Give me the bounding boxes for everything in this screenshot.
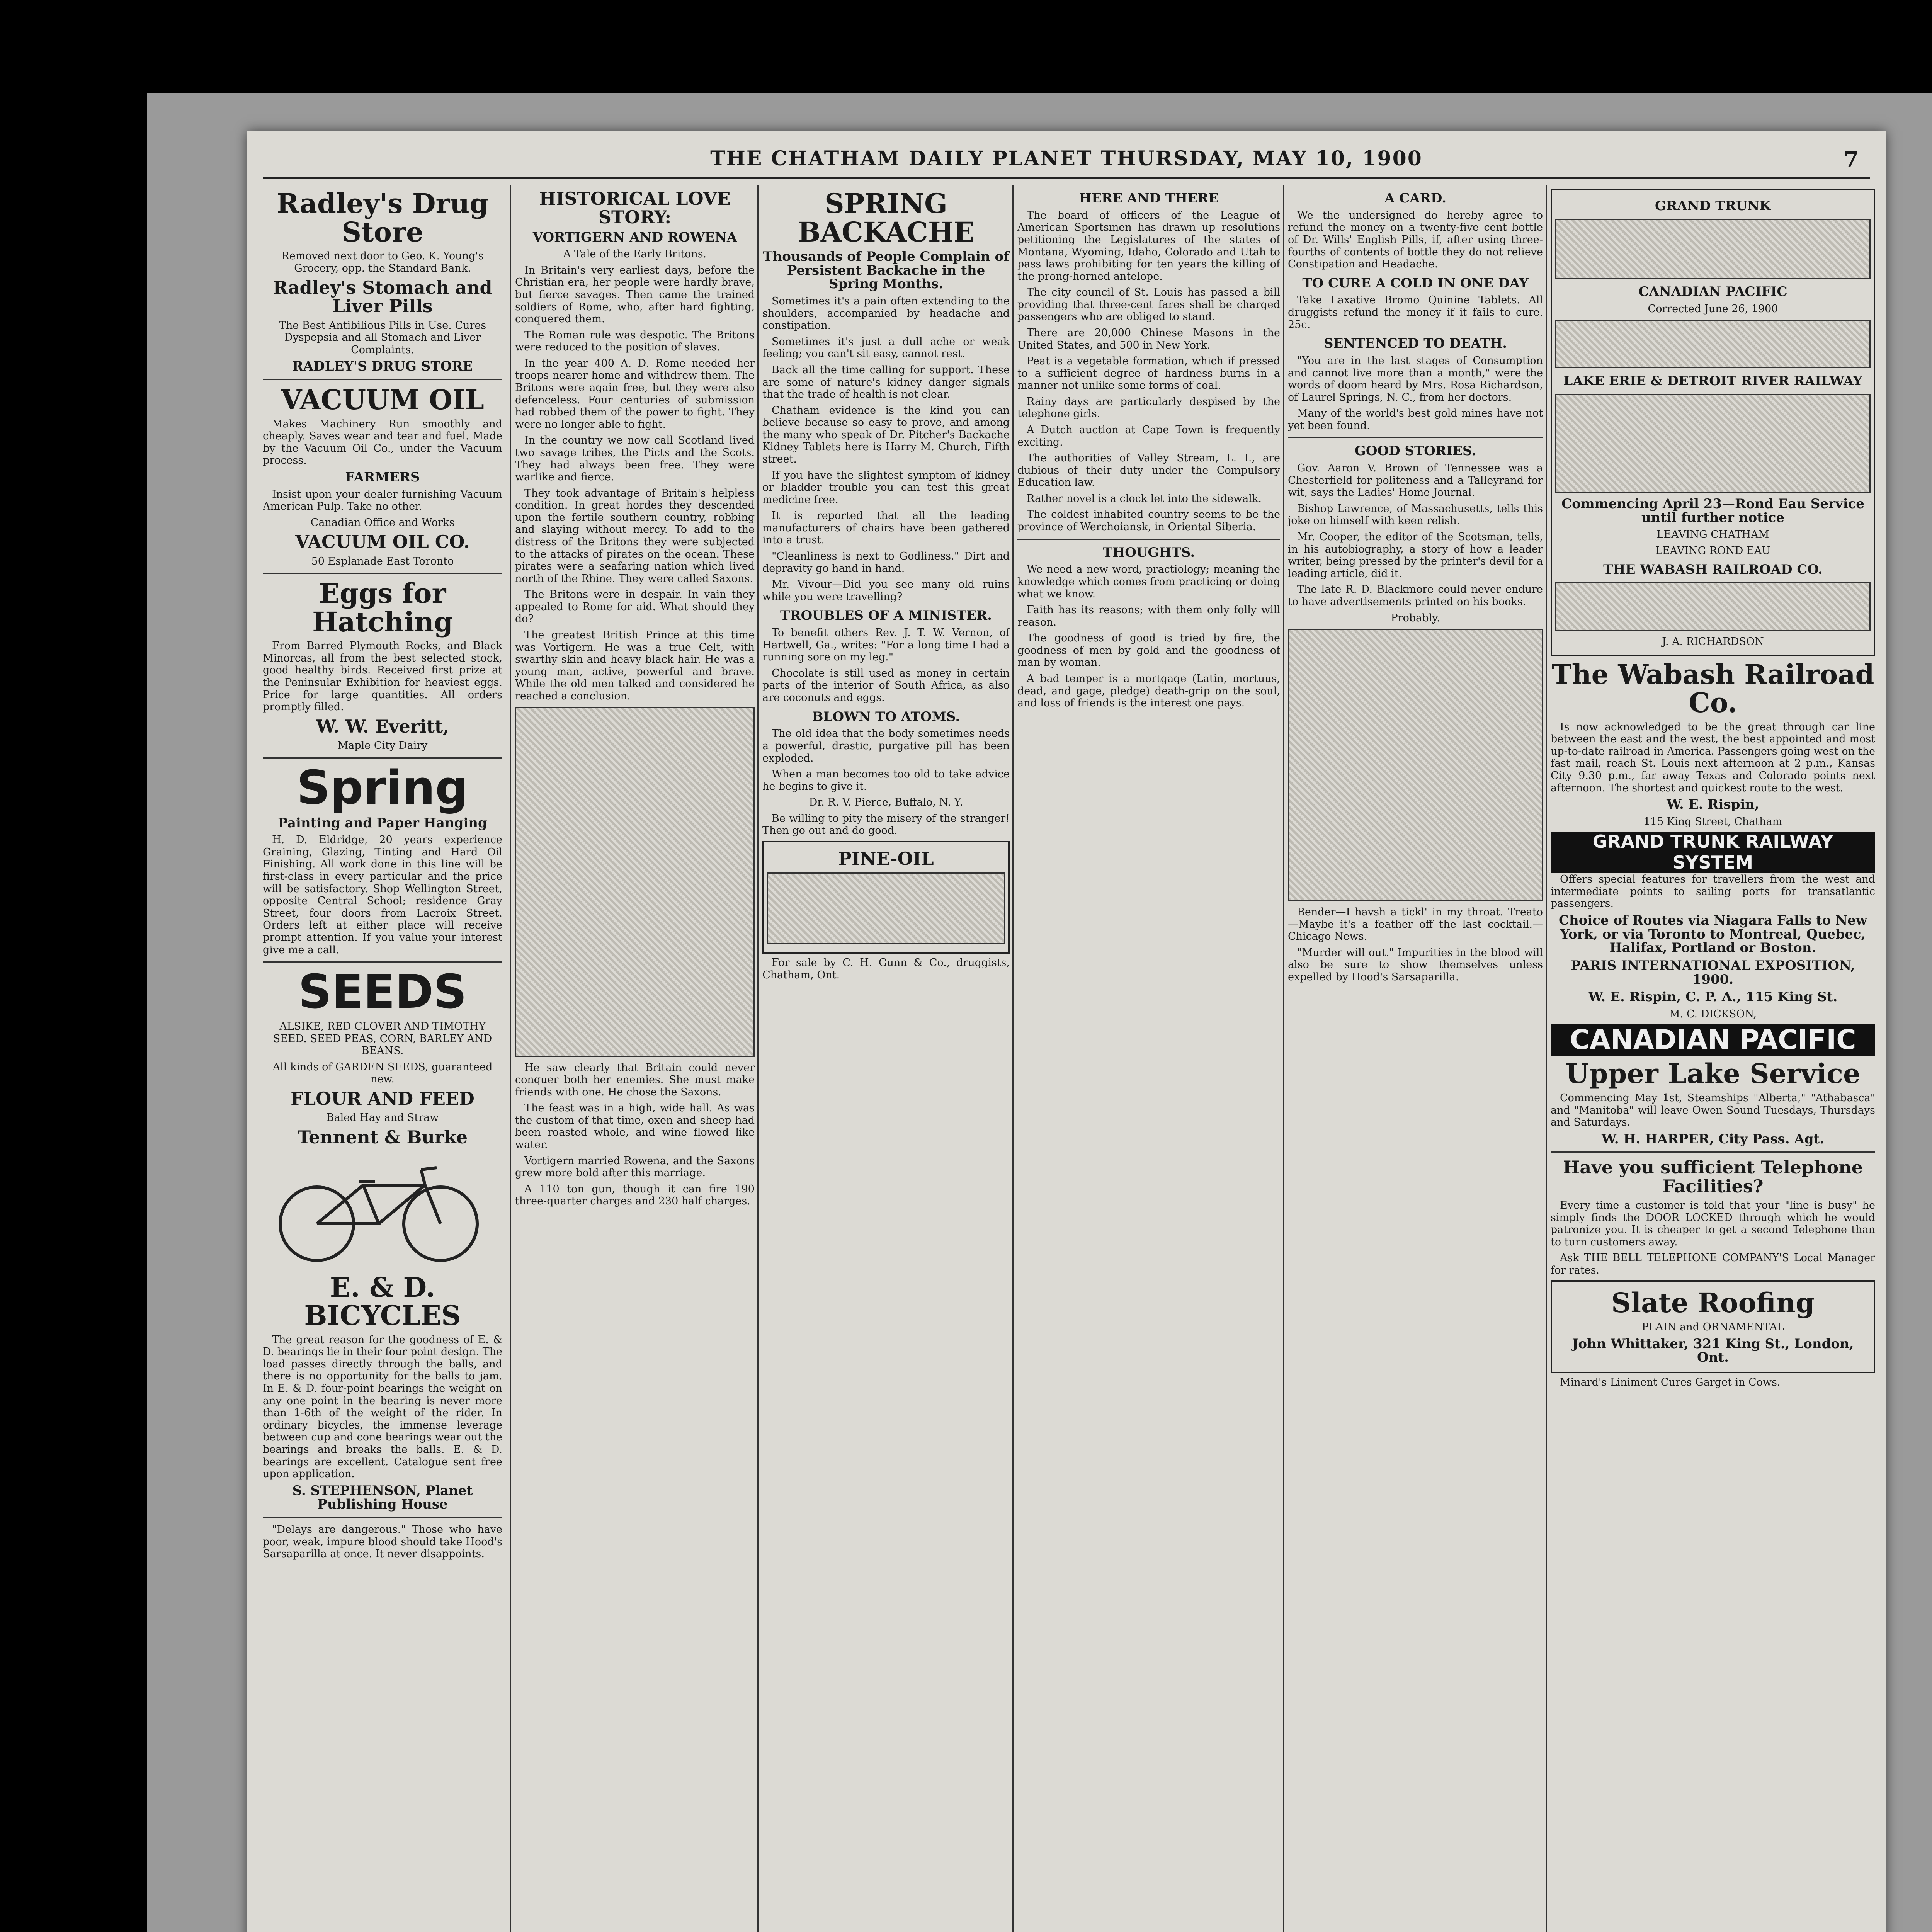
le-timetable-table <box>1555 394 1871 493</box>
farmers-heading: FARMERS <box>345 469 420 485</box>
stories-heading: GOOD STORIES. <box>1354 443 1476 459</box>
rispin-address: 115 King Street, Chatham <box>1643 815 1782 828</box>
death-heading: SENTENCED TO DEATH. <box>1323 336 1507 352</box>
oil-title: VACUUM OIL <box>281 384 484 416</box>
oil-body: Makes Machinery Run smoothly and cheaply. Saves wear and tear and fuel. Made by the Vacuum Oil Co., under the Vacuum process. <box>263 418 502 467</box>
news-paragraph: The city council of St. Louis has passed a bill providing that three-cent fares shall be charged passengers who are obliged to stand. <box>1017 286 1280 323</box>
spring-sub: Painting and Paper Hanging <box>278 815 487 831</box>
eggs-title: Eggs for Hatching <box>312 577 453 638</box>
pierce-line: Dr. R. V. Pierce, Buffalo, N. Y. <box>809 796 963 809</box>
backache-title: SPRING BACKACHE <box>798 187 975 248</box>
slate-ad <box>1551 1280 1875 1373</box>
richardson: J. A. RICHARDSON <box>1662 636 1764 648</box>
everitt-name: W. W. Everitt, <box>316 716 449 737</box>
bicycles-title: E. & D. BICYCLES <box>304 1271 461 1332</box>
story-paragraph: Vortigern married Rowena, and the Saxons grew more bold after this marriage. <box>515 1155 755 1179</box>
story-paragraph: They took advantage of Britain's helpless condition. In great hordes they descended upon the fertile southern country, robbing and slaying without mercy. To add to the distress of the Britons they were subjected to the attacks of pirates on the ocean. These pirates were a seafaring nation which lived north of the Rhine. They were called Saxons. <box>515 487 755 585</box>
flour-title: FLOUR AND FEED <box>291 1088 474 1109</box>
story-item: The late R. D. Blackmore could never endure to have advertisements printed on his books. <box>1288 583 1543 608</box>
pine-oil-ad <box>762 841 1010 954</box>
article-paragraph: Sometimes it's just a dull ache or weak feeling; you can't sit easy, cannot rest. <box>762 335 1010 360</box>
divider <box>1017 539 1280 540</box>
radley-title: Radley's Drug Store <box>276 187 489 248</box>
gt-body: Offers special features for travellers from the west and intermediate points to sailing ports for transatlantic passengers. <box>1551 873 1875 910</box>
column-3 <box>757 185 1010 1932</box>
article-paragraph: If you have the slightest symptom of kidney or bladder trouble you can test this great medicine free. <box>762 469 1010 506</box>
bicycle-illustration <box>263 1150 495 1266</box>
seeds-body: ALSIKE, RED CLOVER AND TIMOTHY SEED. SEED PEAS, CORN, BARLEY AND BEANS. <box>273 1020 492 1057</box>
gold-mines: Many of the world's best gold mines have not yet been found. <box>1288 407 1543 432</box>
story-item: Mr. Cooper, the editor of the Scotsman, tells, in his autobiography, a story of how a leader writer, being pressed by the printer's devil for a leading article, did it. <box>1288 531 1543 580</box>
here-there-heading: HERE AND THERE <box>1079 190 1219 206</box>
news-paragraph: The authorities of Valley Stream, L. I., are dubious of their duty under the Compulsory Education law. <box>1017 452 1280 489</box>
tennent-burke: Tennent & Burke <box>297 1126 468 1148</box>
article-paragraph: Mr. Vivour—Did you see many old ruins while you were travelling? <box>762 578 1010 603</box>
article-paragraph: Back all the time calling for support. These are some of nature's kidney danger signals that the trade of health is not clear. <box>762 364 1010 401</box>
story-paragraph: In the year 400 A. D. Rome needed her troops nearer home and withdrew them. The Britons were again free, but they were also defenceless. Four centuries of submission had robbed them of the power to fight. They were no longer able to fight. <box>515 357 755 430</box>
harper: W. H. HARPER, City Pass. Agt. <box>1601 1131 1825 1147</box>
article-paragraph: Chatham evidence is the kind you can believe because so easy to prove, and among the many who speak of Dr. Pitcher's Backache Kidney Tablets here is Harry M. Church, Fifth street. <box>762 404 1010 465</box>
cartoon-text: Bender—I havsh a tickl' in my throat. Treato—Maybe it's a feather off the last cocktail.—Chicago News. <box>1288 906 1543 943</box>
love-story-title: HISTORICAL LOVE STORY: <box>539 188 731 228</box>
death-body: "You are in the last stages of Consumption and cannot live more than a month," were the words of doom heard by Mrs. Rosa Richardson, of Laurel Springs, N. C., from her doctors. <box>1288 354 1543 403</box>
column-1 <box>263 185 502 1932</box>
news-paragraph: Rather novel is a clock let into the sidewalk. <box>1027 492 1262 505</box>
everitt-sub: Maple City Dairy <box>337 740 428 752</box>
story-paragraph: In the country we now call Scotland lived two savage tribes, the Picts and the Scots. They had always been free. They were warlike and fierce. <box>515 434 755 483</box>
column-2 <box>510 185 755 1932</box>
story-paragraph: The feast was in a high, wide hall. As was the custom of that time, oxen and sheep had been roasted whole, and wine flowed like water. <box>515 1102 755 1151</box>
upper-lake-body: Commencing May 1st, Steamships "Alberta," "Athabasca" and "Manitoba" will leave Owen Sound Tuesdays, Thursdays and Saturdays. <box>1551 1092 1875 1129</box>
thought-item: A bad temper is a mortgage (Latin, mortuus, dead, and gage, pledge) death-grip on the soul, and loss of friends is the interest one pays. <box>1017 673 1280 709</box>
article-paragraph: It is reported that all the leading manufacturers of chairs have been gathered into a trust. <box>762 510 1010 546</box>
pine-oil-portrait <box>767 872 1005 944</box>
gt-timetable-heading: GRAND TRUNK <box>1655 198 1771 214</box>
divider <box>263 1517 502 1518</box>
wabash-rr-heading: THE WABASH RAILROAD CO. <box>1603 562 1823 578</box>
hoods-ad: "Delays are dangerous." Those who have poor, weak, impure blood should take Hood's Sarsaparilla at once. It never disappoints. <box>263 1524 502 1560</box>
story-paragraph: In Britain's very earliest days, before the Christian era, her people were hardly brave, but fierce savages. Then came the trained soldiers of Rome, who, after hard fighting, conquered them. <box>515 264 755 325</box>
love-story-tag: A Tale of the Early Britons. <box>563 248 707 260</box>
eggs-body: From Barred Plymouth Rocks, and Black Minorcas, all from the best selected stock, good healthy birds. Received first prize at the Peninsular Exhibition for heaviest eggs. Price for large quantities. All orders promptly filled. <box>263 640 502 713</box>
seeds-title: SEEDS <box>298 965 467 1019</box>
thoughts-heading: THOUGHTS. <box>1102 544 1195 560</box>
news-paragraph: There are 20,000 Chinese Masons in the United States, and 500 in New York. <box>1017 327 1280 351</box>
paris-exposition: PARIS INTERNATIONAL EXPOSITION, 1900. <box>1571 957 1855 987</box>
dickson: M. C. DICKSON, <box>1669 1008 1757 1020</box>
divider <box>263 961 502 963</box>
masthead: THE CHATHAM DAILY PLANET THURSDAY, MAY 10, 1900 <box>710 147 1423 170</box>
spring-title: Spring <box>297 761 468 815</box>
masthead-rule <box>263 177 1870 179</box>
phone-body: Every time a customer is told that your "line is busy" he simply finds the DOOR LOCKED through which he would patronize you. It is cheaper to get a second Telephone than to turn customers away. <box>1551 1199 1875 1248</box>
newspaper-page <box>247 131 1886 1932</box>
divider <box>263 379 502 380</box>
story-item: Bishop Lawrence, of Massachusetts, tells this joke on himself with keen relish. <box>1288 502 1543 527</box>
news-paragraph: The coldest inhabited country seems to be the province of Werchoiansk, in Oriental Siberia. <box>1017 509 1280 533</box>
minard-line: Minard's Liniment Cures Garget in Cows. <box>1560 1376 1781 1388</box>
column-4 <box>1012 185 1280 1932</box>
news-paragraph: Rainy days are particularly despised by the telephone girls. <box>1017 395 1280 420</box>
article-paragraph: "Cleanliness is next to Godliness." Dirt and depravity go hand in hand. <box>762 550 1010 575</box>
story-illustration <box>515 707 755 1057</box>
leaving-rondeau: LEAVING ROND EAU <box>1655 544 1770 557</box>
wabash-timetable-table <box>1555 582 1871 631</box>
cartoon-caption: Probably. <box>1391 612 1440 624</box>
column-6 <box>1546 185 1875 1932</box>
rispin-agent: W. E. Rispin, C. P. A., 115 King St. <box>1588 989 1838 1005</box>
cp-timetable-table <box>1555 320 1871 368</box>
thought-item: The goodness of good is tried by fire, the goodness of men by gold and the goodness of man by woman. <box>1017 632 1280 669</box>
oil-office: Canadian Office and Works <box>310 516 455 529</box>
cp-timetable-heading: CANADIAN PACIFIC <box>1638 284 1787 299</box>
cartoon-illustration <box>1288 629 1543 901</box>
news-paragraph: The board of officers of the League of American Sportsmen has drawn up resolutions petitioning the Legislatures of the states of Montana, Wyoming, Idaho, Colorado and Utah to pass laws prohibiting for ten years the killing of the prong-horned antelope. <box>1017 209 1280 282</box>
blown-heading: BLOWN TO ATOMS. <box>812 709 960 724</box>
pine-oil-title: PINE-OIL <box>838 848 934 869</box>
pine-oil-sale: For sale by C. H. Gunn & Co., druggists, Chatham, Ont. <box>762 957 1010 981</box>
bromo-heading: TO CURE A COLD IN ONE DAY <box>1302 275 1529 291</box>
bromo-body: Take Laxative Bromo Quinine Tablets. All druggists refund the money if it fails to cure. 25c. <box>1288 294 1543 331</box>
le-timetable-heading: LAKE ERIE & DETROIT RIVER RAILWAY <box>1563 373 1862 389</box>
rondeau-notice: Commencing April 23—Rond Eau Service until further notice <box>1561 496 1864 526</box>
divider <box>263 573 502 574</box>
card-body: We the undersigned do hereby agree to refund the money on a twenty-five cent bottle of Dr. Wills' English Pills, if, after using three-fourths of contents of bottle they do not relieve Constipation and Headache. <box>1288 209 1543 270</box>
story-paragraph: The Britons were in despair. In vain they appealed to Rome for aid. What should they do? <box>515 588 755 625</box>
seeds-garden: All kinds of GARDEN SEEDS, guaranteed new. <box>272 1061 493 1085</box>
news-paragraph: Peat is a vegetable formation, which if pressed to a sufficient degree of hardness burns in a manner not unlike some forms of coal. <box>1017 355 1280 392</box>
love-story-subtitle: VORTIGERN AND ROWENA <box>532 229 737 245</box>
story-paragraph: The greatest British Prince at this time was Vortigern. He was a true Celt, with swarthy skin and heavy black hair. He was a young man, active, powerful and brave. While the old men talked and considered he reached a conclusion. <box>515 629 755 702</box>
gt-banner: GRAND TRUNK RAILWAY SYSTEM <box>1551 832 1875 873</box>
stephenson: S. STEPHENSON, Planet Publishing House <box>292 1483 473 1512</box>
rispin-name: W. E. Rispin, <box>1667 797 1759 813</box>
story-item: Gov. Aaron V. Brown of Tennessee was a Chesterfield for politeness and a Talleyrand for wit, says the Ladies' Home Journal. <box>1288 462 1543 499</box>
news-paragraph: A Dutch auction at Cape Town is frequently exciting. <box>1017 424 1280 448</box>
gt-timetable-table <box>1555 219 1871 279</box>
spring-body: H. D. Eldridge, 20 years experience Graining, Glazing, Tinting and Hard Oil Finishing. All work done in this line will be first-class in every particular and the price will be satisfactory. Shop Wellington Street, opposite Central School; residence Gray Street, four doors from Lacroix Street. Orders left at either place will receive prompt attention. If you value your interest give me a call. <box>263 834 502 956</box>
cp-date: Corrected June 26, 1900 <box>1648 303 1778 315</box>
story-paragraph: The Roman rule was despotic. The Britons were reduced to the position of slaves. <box>515 329 755 354</box>
radley-sub: Removed next door to Geo. K. Young's Grocery, opp. the Standard Bank. <box>281 250 484 274</box>
pills-store: RADLEY'S DRUG STORE <box>292 359 473 374</box>
oil-address: 50 Esplanade East Toronto <box>311 555 454 567</box>
story-paragraph: He saw clearly that Britain could never conquer both her enemies. She must make friends with one. He chose the Saxons. <box>515 1061 755 1098</box>
whittaker: John Whittaker, 321 King St., London, Ont. <box>1572 1336 1854 1366</box>
bell-line: Ask THE BELL TELEPHONE COMPANY'S Local Manager for rates. <box>1551 1252 1875 1276</box>
oil-company: VACUUM OIL CO. <box>295 531 470 553</box>
minister-heading: TROUBLES OF A MINISTER. <box>780 608 992 624</box>
article-paragraph: Sometimes it's a pain often extending to the shoulders, accompanied by headache and constipation. <box>762 295 1010 332</box>
card-heading: A CARD. <box>1384 190 1447 206</box>
column-5 <box>1283 185 1543 1932</box>
article-paragraph: Be willing to pity the misery of the stranger! Then go out and do good. <box>762 812 1010 837</box>
bikes-body: The great reason for the goodness of E. & D. bearings lie in their four point design. The load passes directly through the balls, and there is no opportunity for the balls to jam. In E. & D. four-point bearings the weight on any one point in the bearing is never more than 1-6th of the weight of the rider. In ordinary bicycles, the immense leverage between cup and cone bearings wear out the bearings and breaks the balls. E. & D. bearings are excellent. Catalogue sent free upon application. <box>263 1333 502 1480</box>
leaving-chatham: LEAVING CHATHAM <box>1656 529 1769 541</box>
gt-routes: Choice of Routes via Niagara Falls to New York, or via Toronto to Montreal, Quebec, Halifax, Portland or Boston. <box>1558 912 1867 956</box>
cpr-banner: CANADIAN PACIFIC <box>1551 1024 1875 1056</box>
timetable-box <box>1551 189 1875 656</box>
article-paragraph: The old idea that the body sometimes needs a powerful, drastic, purgative pill has been exploded. <box>762 728 1010 764</box>
story-paragraph: A 110 ton gun, though it can fire 190 three-quarter charges and 230 half charges. <box>515 1183 755 1208</box>
divider <box>263 757 502 759</box>
article-paragraph: Chocolate is still used as money in certain parts of the interior of South Africa, as also are coconuts and eggs. <box>762 667 1010 704</box>
wabash-body: Is now acknowledged to be the great through car line between the east and the west, the best appointed and most up-to-date railroad in America. Passengers going west on the fast mail, reach St. Louis next afternoon at 2 p.m., Kansas City 9.30 p.m., far away Texas and Colorado points next afternoon. The shortest and quickest route to the west. <box>1551 721 1875 794</box>
slate-sub: PLAIN and ORNAMENTAL <box>1641 1321 1784 1333</box>
slate-title: Slate Roofing <box>1611 1287 1815 1319</box>
divider <box>1551 1151 1875 1153</box>
backache-subtitle: Thousands of People Complain of Persistent Backache in the Spring Months. <box>763 249 1009 292</box>
page-number: 7 <box>1844 147 1859 172</box>
upper-lake-title: Upper Lake Service <box>1565 1058 1861 1090</box>
thought-item: Faith has its reasons; with them only folly will reason. <box>1017 604 1280 628</box>
thought-item: We need a new word, practiology; meaning the knowledge which comes from practicing or doing what we know. <box>1017 563 1280 600</box>
pills-title: Radley's Stomach and Liver Pills <box>273 277 492 317</box>
pills-sub: The Best Antibilious Pills in Use. Cures Dyspepsia and all Stomach and Liver Complaints. <box>279 319 486 356</box>
article-paragraph: To benefit others Rev. J. T. W. Vernon, of Hartwell, Ga., writes: "For a long time I had a running sore on my leg." <box>762 627 1010 663</box>
farmers-body: Insist upon your dealer furnishing Vacuum American Pulp. Take no other. <box>263 488 502 513</box>
wabash-title: The Wabash Railroad Co. <box>1551 658 1874 719</box>
phone-title: Have you sufficient Telephone Facilities? <box>1563 1157 1863 1197</box>
divider <box>1288 437 1543 438</box>
hoods-murder: "Murder will out." Impurities in the blood will also be sure to show themselves unless expelled by Hood's Sarsaparilla. <box>1288 946 1543 983</box>
flour-sub: Baled Hay and Straw <box>326 1112 439 1124</box>
article-paragraph: When a man becomes too old to take advice he begins to give it. <box>762 768 1010 793</box>
